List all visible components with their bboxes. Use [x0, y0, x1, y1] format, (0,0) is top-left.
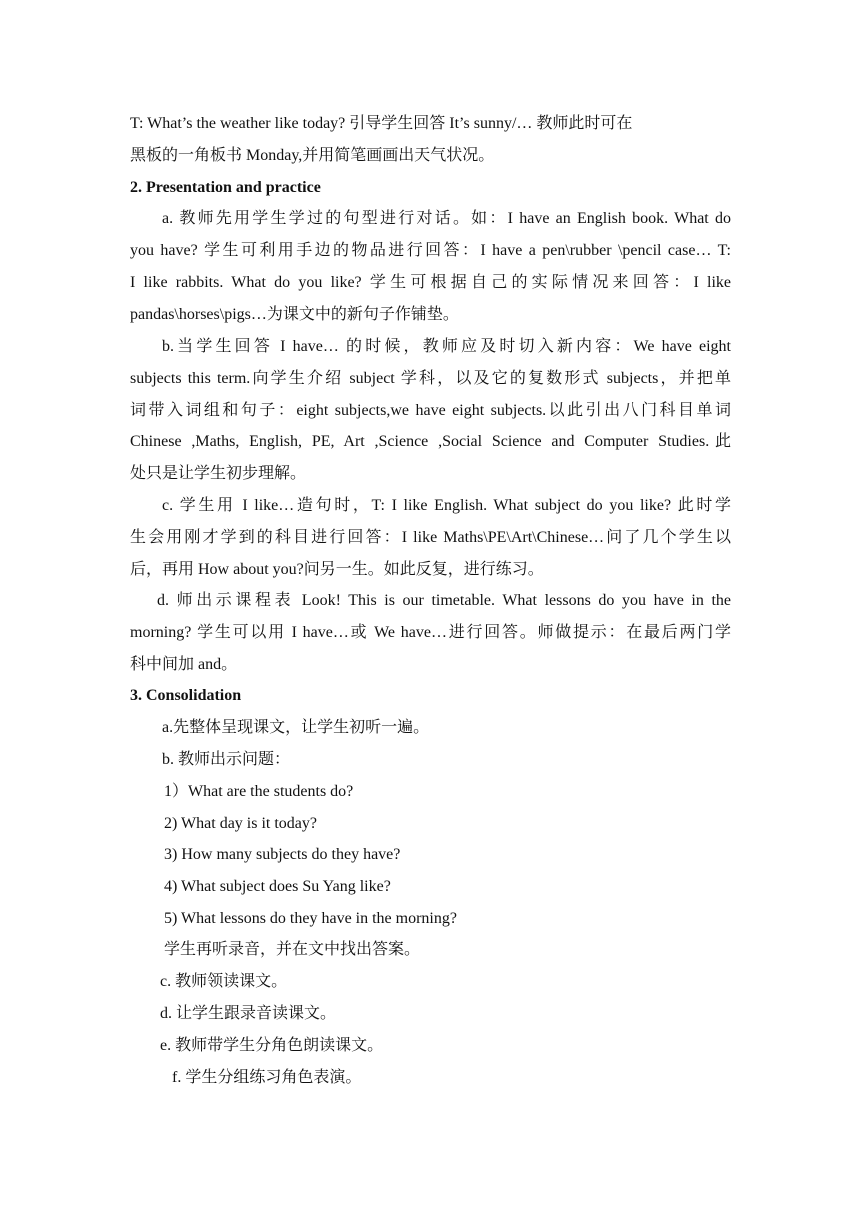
- text-line: 处只是让学生初步理解。: [130, 465, 307, 482]
- text-line: a. 教师先用学生学过的句型进行对话。如：I have an English book. What do: [162, 210, 731, 227]
- text-line: 科中间加 and。: [130, 656, 238, 673]
- question-item: 1）What are the students do?: [164, 783, 354, 800]
- text-line: I like rabbits. What do you like? 学生可根据自己的实际情况来回答：I like: [130, 274, 731, 291]
- list-item: e. 教师带学生分角色朗读课文。: [160, 1037, 384, 1054]
- text-line: 后，再用 How about you?问另一生。如此反复，进行练习。: [130, 561, 544, 578]
- question-item: 3) How many subjects do they have?: [164, 846, 401, 863]
- text-line: 黑板的一角板书 Monday,并用简笔画画出天气状况。: [130, 147, 495, 164]
- text-line: Chinese ,Maths, English, PE, Art ,Science ,Social Science and Computer Studies.此: [130, 433, 731, 450]
- text-line: b.当学生回答 I have… 的时候，教师应及时切入新内容：We have eight: [162, 338, 731, 355]
- text-line: 学生再听录音，并在文中找出答案。: [164, 941, 421, 958]
- text-line: you have? 学生可利用手边的物品进行回答：I have a pen\rubber \pencil case… T:: [130, 242, 731, 259]
- text-line: c. 学生用 I like…造句时，T: I like English. What subject do you like? 此时学: [162, 497, 731, 514]
- question-item: 2) What day is it today?: [164, 815, 317, 832]
- list-item: d. 让学生跟录音读课文。: [160, 1005, 337, 1022]
- section-heading: 3. Consolidation: [130, 687, 242, 704]
- text-line: 词带入词组和句子：eight subjects,we have eight subjects.以此引出八门科目单词: [130, 402, 731, 419]
- list-item: f. 学生分组练习角色表演。: [172, 1069, 362, 1086]
- list-item: c. 教师领读课文。: [160, 973, 288, 990]
- text-line: 生会用刚才学到的科目进行回答：I like Maths\PE\Art\Chinese…问了几个学生以: [130, 529, 731, 546]
- text-line: pandas\horses\pigs…为课文中的新句子作铺垫。: [130, 306, 459, 323]
- question-item: 5) What lessons do they have in the morning?: [164, 910, 457, 927]
- question-item: 4) What subject does Su Yang like?: [164, 878, 391, 895]
- text-line: subjects this term.向学生介绍 subject 学科，以及它的复数形式 subjects，并把单: [130, 370, 731, 387]
- text-line: morning? 学生可以用 I have…或 We have…进行回答。师做提示：在最后两门学: [130, 624, 731, 641]
- text-line: T: What’s the weather like today? 引导学生回答 It’s sunny/… 教师此时可在: [130, 115, 633, 132]
- list-item: b. 教师出示问题：: [162, 751, 291, 768]
- list-item: a.先整体呈现课文，让学生初听一遍。: [162, 719, 430, 736]
- section-heading: 2. Presentation and practice: [130, 179, 321, 196]
- text-line: d. 师出示课程表 Look! This is our timetable. What lessons do you have in the: [157, 592, 731, 609]
